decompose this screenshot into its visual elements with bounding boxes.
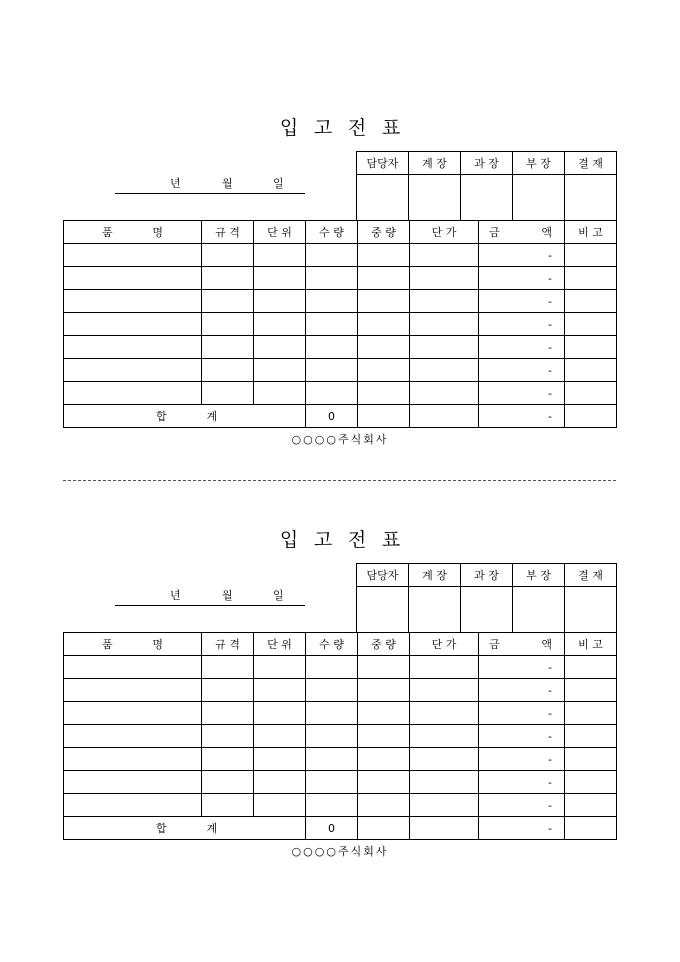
col-unit: 단 위 bbox=[254, 633, 306, 656]
quantity-cell[interactable] bbox=[306, 267, 358, 290]
date-line[interactable] bbox=[115, 173, 305, 194]
item-cell[interactable] bbox=[64, 290, 202, 313]
sign-box-gyeoljae[interactable] bbox=[565, 587, 617, 633]
table-header-row bbox=[64, 633, 617, 656]
price-cell[interactable] bbox=[410, 359, 479, 382]
table-row bbox=[64, 290, 617, 313]
approval-header-section: 과 장 bbox=[461, 564, 513, 587]
total-note bbox=[565, 817, 617, 840]
amount-cell[interactable]: - bbox=[479, 725, 565, 748]
table-row bbox=[64, 725, 617, 748]
price-cell[interactable] bbox=[410, 382, 479, 405]
amount-cell[interactable]: - bbox=[479, 313, 565, 336]
col-weight: 중 량 bbox=[358, 221, 410, 244]
spec-cell[interactable] bbox=[202, 382, 254, 405]
sign-box-gyeoljae[interactable] bbox=[565, 175, 617, 221]
item-cell[interactable] bbox=[64, 771, 202, 794]
approval-header-chief: 계 장 bbox=[409, 564, 461, 587]
item-cell[interactable] bbox=[64, 679, 202, 702]
spec-cell[interactable] bbox=[202, 679, 254, 702]
amount-cell[interactable]: - bbox=[479, 267, 565, 290]
note-cell[interactable] bbox=[565, 359, 617, 382]
unit-cell[interactable] bbox=[254, 771, 306, 794]
total-row bbox=[64, 405, 617, 428]
approval-table bbox=[356, 151, 617, 221]
company-name: ○○○○주식회사 bbox=[291, 433, 389, 446]
col-unit: 단 위 bbox=[254, 221, 306, 244]
price-cell[interactable] bbox=[410, 267, 479, 290]
title-char: 전 bbox=[347, 117, 367, 139]
col-quantity: 수 량 bbox=[306, 633, 358, 656]
day-label: 일 bbox=[273, 177, 284, 190]
col-note: 비 고 bbox=[565, 221, 617, 244]
unit-cell[interactable] bbox=[254, 359, 306, 382]
unit-cell[interactable] bbox=[254, 244, 306, 267]
quantity-cell[interactable] bbox=[306, 794, 358, 817]
col-spec: 규 격 bbox=[202, 221, 254, 244]
approval-header-staff: 담당자 bbox=[357, 564, 409, 587]
table-row bbox=[64, 267, 617, 290]
quantity-cell[interactable] bbox=[306, 290, 358, 313]
company-name: ○○○○주식회사 bbox=[291, 845, 389, 858]
unit-cell[interactable] bbox=[254, 313, 306, 336]
sign-box-dept[interactable] bbox=[513, 175, 565, 221]
table-row bbox=[64, 794, 617, 817]
sign-box-staff[interactable] bbox=[357, 175, 409, 221]
quantity-cell[interactable] bbox=[306, 748, 358, 771]
item-cell[interactable] bbox=[64, 313, 202, 336]
title-char: 전 bbox=[347, 529, 367, 551]
slip-title bbox=[0, 113, 680, 143]
unit-cell[interactable] bbox=[254, 656, 306, 679]
note-cell[interactable] bbox=[565, 748, 617, 771]
quantity-cell[interactable] bbox=[306, 679, 358, 702]
price-cell[interactable] bbox=[410, 313, 479, 336]
table-header-row bbox=[64, 221, 617, 244]
table-row bbox=[64, 679, 617, 702]
price-cell[interactable] bbox=[410, 748, 479, 771]
total-label: 합 계 bbox=[64, 817, 306, 840]
amount-cell[interactable]: - bbox=[479, 702, 565, 725]
price-cell[interactable] bbox=[410, 679, 479, 702]
note-cell[interactable] bbox=[565, 267, 617, 290]
title-char: 입 bbox=[279, 529, 299, 551]
item-cell[interactable] bbox=[64, 725, 202, 748]
weight-cell[interactable] bbox=[358, 679, 410, 702]
weight-cell[interactable] bbox=[358, 267, 410, 290]
total-quantity: 0 bbox=[306, 405, 358, 428]
price-cell[interactable] bbox=[410, 244, 479, 267]
weight-cell[interactable] bbox=[358, 382, 410, 405]
quantity-cell[interactable] bbox=[306, 382, 358, 405]
unit-cell[interactable] bbox=[254, 702, 306, 725]
table-row bbox=[64, 656, 617, 679]
total-price bbox=[410, 405, 479, 428]
price-cell[interactable] bbox=[410, 656, 479, 679]
amount-cell[interactable]: - bbox=[479, 771, 565, 794]
total-label: 합 계 bbox=[64, 405, 306, 428]
item-cell[interactable] bbox=[64, 656, 202, 679]
unit-cell[interactable] bbox=[254, 748, 306, 771]
table-row bbox=[64, 244, 617, 267]
quantity-cell[interactable] bbox=[306, 702, 358, 725]
title-char: 입 bbox=[279, 117, 299, 139]
amount-cell[interactable]: - bbox=[479, 290, 565, 313]
col-note: 비 고 bbox=[565, 633, 617, 656]
spec-cell[interactable] bbox=[202, 336, 254, 359]
col-unit-price: 단 가 bbox=[410, 633, 479, 656]
quantity-cell[interactable] bbox=[306, 771, 358, 794]
col-spec: 규 격 bbox=[202, 633, 254, 656]
sign-box-staff[interactable] bbox=[357, 587, 409, 633]
note-cell[interactable] bbox=[565, 290, 617, 313]
col-unit-price: 단 가 bbox=[410, 221, 479, 244]
quantity-cell[interactable] bbox=[306, 313, 358, 336]
title-char: 고 bbox=[313, 529, 333, 551]
note-cell[interactable] bbox=[565, 794, 617, 817]
quantity-cell[interactable] bbox=[306, 725, 358, 748]
goods-table bbox=[63, 632, 617, 840]
sign-box-dept[interactable] bbox=[513, 587, 565, 633]
weight-cell[interactable] bbox=[358, 313, 410, 336]
spec-cell[interactable] bbox=[202, 771, 254, 794]
item-cell[interactable] bbox=[64, 359, 202, 382]
weight-cell[interactable] bbox=[358, 725, 410, 748]
table-row bbox=[64, 382, 617, 405]
item-cell[interactable] bbox=[64, 382, 202, 405]
approval-gyeoljae: 결 재 bbox=[565, 564, 617, 587]
price-cell[interactable] bbox=[410, 290, 479, 313]
table-row bbox=[64, 359, 617, 382]
unit-cell[interactable] bbox=[254, 794, 306, 817]
amount-cell[interactable]: - bbox=[479, 679, 565, 702]
approval-table bbox=[356, 563, 617, 633]
note-cell[interactable] bbox=[565, 244, 617, 267]
spec-cell[interactable] bbox=[202, 359, 254, 382]
note-cell[interactable] bbox=[565, 382, 617, 405]
amount-cell[interactable]: - bbox=[479, 382, 565, 405]
total-weight bbox=[358, 817, 410, 840]
total-weight bbox=[358, 405, 410, 428]
unit-cell[interactable] bbox=[254, 679, 306, 702]
title-char: 표 bbox=[381, 117, 401, 139]
sign-box-chief[interactable] bbox=[409, 587, 461, 633]
slip-2 bbox=[0, 525, 680, 925]
date-line[interactable] bbox=[115, 585, 305, 606]
item-cell[interactable] bbox=[64, 748, 202, 771]
item-cell[interactable] bbox=[64, 244, 202, 267]
amount-cell[interactable]: - bbox=[479, 794, 565, 817]
quantity-cell[interactable] bbox=[306, 336, 358, 359]
total-row bbox=[64, 817, 617, 840]
weight-cell[interactable] bbox=[358, 336, 410, 359]
weight-cell[interactable] bbox=[358, 771, 410, 794]
col-amount: 금 액 bbox=[479, 221, 565, 244]
item-cell[interactable] bbox=[64, 336, 202, 359]
table-row bbox=[64, 771, 617, 794]
amount-cell[interactable]: - bbox=[479, 244, 565, 267]
quantity-cell[interactable] bbox=[306, 656, 358, 679]
quantity-cell[interactable] bbox=[306, 359, 358, 382]
col-quantity: 수 량 bbox=[306, 221, 358, 244]
weight-cell[interactable] bbox=[358, 656, 410, 679]
weight-cell[interactable] bbox=[358, 794, 410, 817]
note-cell[interactable] bbox=[565, 679, 617, 702]
item-cell[interactable] bbox=[64, 794, 202, 817]
unit-cell[interactable] bbox=[254, 725, 306, 748]
amount-cell[interactable]: - bbox=[479, 748, 565, 771]
total-note bbox=[565, 405, 617, 428]
table-row bbox=[64, 336, 617, 359]
amount-cell[interactable]: - bbox=[479, 359, 565, 382]
spec-cell[interactable] bbox=[202, 290, 254, 313]
approval-header-dept: 부 장 bbox=[513, 564, 565, 587]
spec-cell[interactable] bbox=[202, 656, 254, 679]
table-row bbox=[64, 748, 617, 771]
spec-cell[interactable] bbox=[202, 748, 254, 771]
note-cell[interactable] bbox=[565, 771, 617, 794]
year-label: 년 bbox=[170, 589, 181, 602]
total-quantity: 0 bbox=[306, 817, 358, 840]
price-cell[interactable] bbox=[410, 725, 479, 748]
day-label: 일 bbox=[273, 589, 284, 602]
note-cell[interactable] bbox=[565, 725, 617, 748]
year-label: 년 bbox=[170, 177, 181, 190]
sign-box-section[interactable] bbox=[461, 587, 513, 633]
col-item-name: 품 명 bbox=[64, 633, 202, 656]
weight-cell[interactable] bbox=[358, 702, 410, 725]
total-price bbox=[410, 817, 479, 840]
note-cell[interactable] bbox=[565, 702, 617, 725]
cut-line bbox=[63, 480, 616, 481]
approval-header-staff: 담당자 bbox=[357, 152, 409, 175]
slip-1 bbox=[0, 113, 680, 513]
sign-box-chief[interactable] bbox=[409, 175, 461, 221]
weight-cell[interactable] bbox=[358, 748, 410, 771]
price-cell[interactable] bbox=[410, 794, 479, 817]
weight-cell[interactable] bbox=[358, 290, 410, 313]
goods-table bbox=[63, 220, 617, 428]
note-cell[interactable] bbox=[565, 336, 617, 359]
unit-cell[interactable] bbox=[254, 290, 306, 313]
title-char: 표 bbox=[381, 529, 401, 551]
approval-header-section: 과 장 bbox=[461, 152, 513, 175]
weight-cell[interactable] bbox=[358, 244, 410, 267]
approval-header-dept: 부 장 bbox=[513, 152, 565, 175]
weight-cell[interactable] bbox=[358, 359, 410, 382]
month-label: 월 bbox=[222, 177, 233, 190]
quantity-cell[interactable] bbox=[306, 244, 358, 267]
amount-cell[interactable]: - bbox=[479, 336, 565, 359]
sign-box-section[interactable] bbox=[461, 175, 513, 221]
spec-cell[interactable] bbox=[202, 267, 254, 290]
unit-cell[interactable] bbox=[254, 382, 306, 405]
unit-cell[interactable] bbox=[254, 336, 306, 359]
price-cell[interactable] bbox=[410, 702, 479, 725]
table-row bbox=[64, 313, 617, 336]
approval-gyeoljae: 결 재 bbox=[565, 152, 617, 175]
month-label: 월 bbox=[222, 589, 233, 602]
table-row bbox=[64, 702, 617, 725]
spec-cell[interactable] bbox=[202, 313, 254, 336]
col-weight: 중 량 bbox=[358, 633, 410, 656]
spec-cell[interactable] bbox=[202, 725, 254, 748]
col-item-name: 품 명 bbox=[64, 221, 202, 244]
unit-cell[interactable] bbox=[254, 267, 306, 290]
total-amount: - bbox=[479, 817, 565, 840]
amount-cell[interactable]: - bbox=[479, 656, 565, 679]
col-amount: 금 액 bbox=[479, 633, 565, 656]
note-cell[interactable] bbox=[565, 656, 617, 679]
approval-header-chief: 계 장 bbox=[409, 152, 461, 175]
price-cell[interactable] bbox=[410, 336, 479, 359]
spec-cell[interactable] bbox=[202, 702, 254, 725]
item-cell[interactable] bbox=[64, 267, 202, 290]
spec-cell[interactable] bbox=[202, 794, 254, 817]
price-cell[interactable] bbox=[410, 771, 479, 794]
slip-title bbox=[0, 525, 680, 555]
title-char: 고 bbox=[313, 117, 333, 139]
item-cell[interactable] bbox=[64, 702, 202, 725]
note-cell[interactable] bbox=[565, 313, 617, 336]
spec-cell[interactable] bbox=[202, 244, 254, 267]
total-amount: - bbox=[479, 405, 565, 428]
